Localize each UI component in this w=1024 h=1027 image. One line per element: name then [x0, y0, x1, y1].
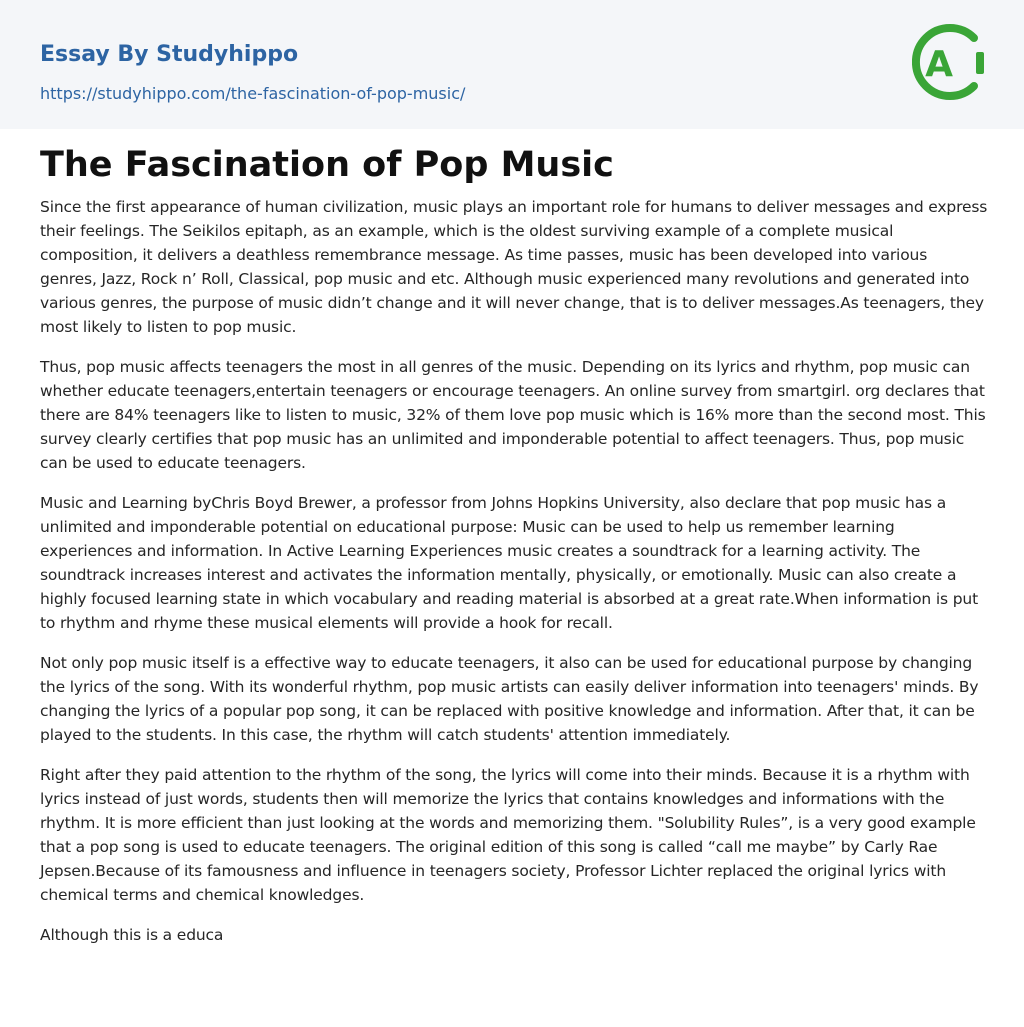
article-title: The Fascination of Pop Music [40, 145, 614, 185]
page-url-link[interactable]: https://studyhippo.com/the-fascination-of-pop-music/ [40, 84, 466, 103]
paragraph: Thus, pop music affects teenagers the most in all genres of the music. Depending on its lyrics and rhythm, pop music can whether educate teenagers,entertain teenagers or encourage teenagers. An online survey from smartgirl. org declares that there are 84% teenagers like to listen to music, 32% of them love pop music which is 16% more than the second most. This survey clearly certifies that pop music has an unlimited and imponderable potential to affect teenagers. Thus, pop music can be used to educate teenagers. [40, 358, 986, 472]
logo-letter: A [925, 44, 953, 85]
site-header [0, 0, 1024, 129]
paragraph: Music and Learning byChris Boyd Brewer, a professor from Johns Hopkins University, also declare that pop music has a unlimited and imponderable potential on educational purpose: Music can be used to help us remember learning experiences and information. In Active Learning Experiences music creates a soundtrack for a learning activity. The soundtrack increases interest and activates the information mentally, physically, or emotionally. Music can also create a highly focused learning state in which vocabulary and reading material is absorbed at a great rate.When information is put to rhythm and rhyme these musical elements will provide a hook for recall. [40, 494, 979, 632]
studyhippo-logo-icon[interactable] [912, 18, 988, 106]
paragraph: Right after they paid attention to the rhythm of the song, the lyrics will come into their minds. Because it is a rhythm with lyrics instead of just words, students then will memorize the lyrics that contains knowledges and informations with the rhythm. It is more efficient than just looking at the words and memorizing them. "Solubility Rules”, is a very good example that a pop song is used to educate teenagers. The original edition of this song is called “call me maybe” by Carly Rae Jepsen.Because of its famousness and influence in teenagers society, Professor Lichter replaced the original lyrics with chemical terms and chemical knowledges. [40, 766, 976, 904]
brand-title: Essay By Studyhippo [40, 42, 299, 67]
paragraph: Since the first appearance of human civilization, music plays an important role for humans to deliver messages and express their feelings. The Seikilos epitaph, as an example, which is the oldest surviving example of a complete musical composition, it delivers a deathless remembrance message. As time passes, music has been developed into various genres, Jazz, Rock n’ Roll, Classical, pop music and etc. Although music experienced many revolutions and generated into various genres, the purpose of music didn’t change and it will never change, that is to deliver messages.As teenagers, they most likely to listen to pop music. [40, 198, 988, 336]
paragraph: Not only pop music itself is a effective way to educate teenagers, it also can be used for educational purpose by changing the lyrics of the song. With its wonderful rhythm, pop music artists can easily deliver information into teenagers' minds. By changing the lyrics of a popular pop song, it can be replaced with positive knowledge and information. After that, it can be played to the students. In this case, the rhythm will catch students' attention immediately. [40, 654, 979, 744]
paragraph-truncated: Although this is a educa [40, 926, 224, 944]
article-body [40, 195, 988, 963]
